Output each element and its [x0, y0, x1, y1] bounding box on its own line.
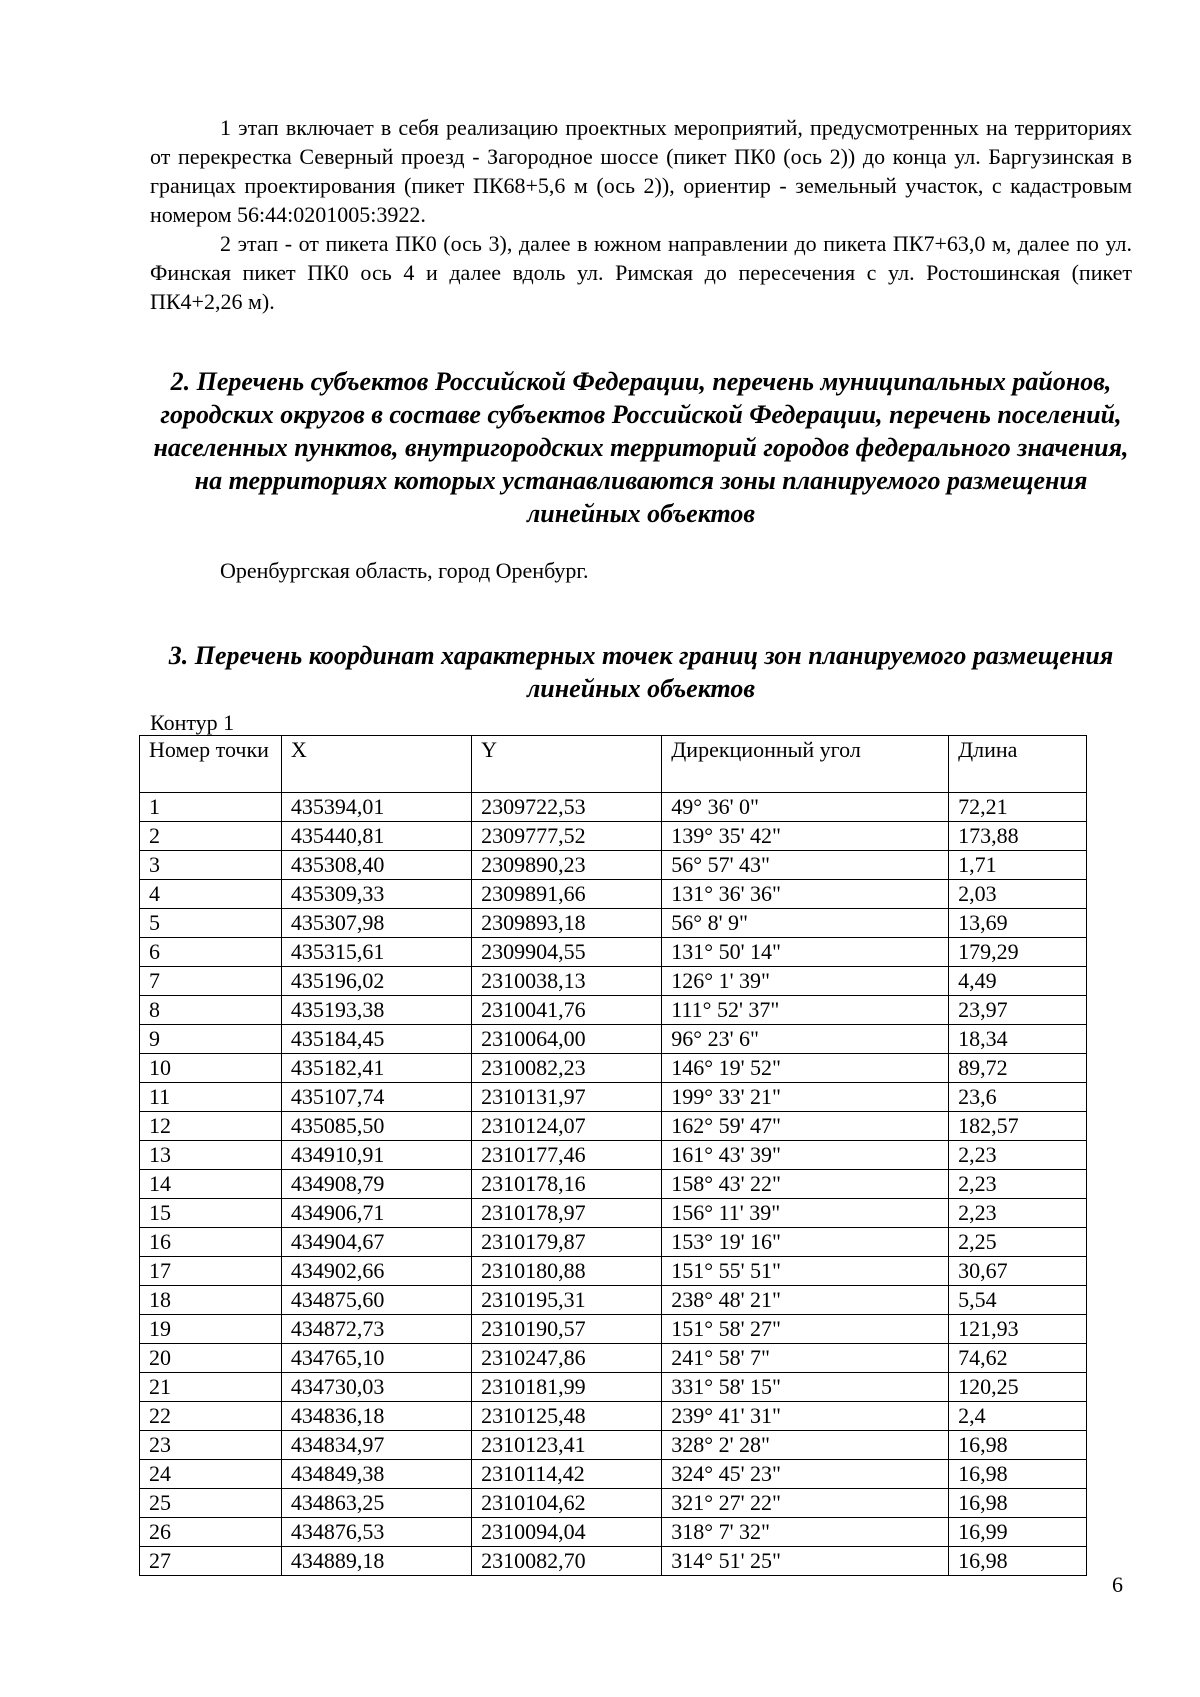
cell-x: 435309,33: [281, 880, 471, 909]
cell-direction-angle: 151° 58' 27": [662, 1315, 949, 1344]
cell-x: 434863,25: [281, 1489, 471, 1518]
cell-point-number: 7: [140, 967, 282, 996]
cell-x: 435394,01: [281, 793, 471, 822]
cell-direction-angle: 158° 43' 22": [662, 1170, 949, 1199]
cell-point-number: 16: [140, 1228, 282, 1257]
cell-length: 23,6: [949, 1083, 1087, 1112]
cell-length: 182,57: [949, 1112, 1087, 1141]
table-header-row: [140, 736, 1087, 793]
cell-direction-angle: 139° 35' 42": [662, 822, 949, 851]
cell-point-number: 1: [140, 793, 282, 822]
table-row: [140, 1083, 1087, 1112]
cell-length: 18,34: [949, 1025, 1087, 1054]
cell-y: 2310082,23: [472, 1054, 662, 1083]
cell-direction-angle: 146° 19' 52": [662, 1054, 949, 1083]
table-row: [140, 1489, 1087, 1518]
cell-x: 435182,41: [281, 1054, 471, 1083]
cell-point-number: 6: [140, 938, 282, 967]
cell-x: 434910,91: [281, 1141, 471, 1170]
cell-x: 434889,18: [281, 1547, 471, 1576]
cell-x: 434872,73: [281, 1315, 471, 1344]
cell-x: 435085,50: [281, 1112, 471, 1141]
cell-length: 30,67: [949, 1257, 1087, 1286]
table-row: [140, 1402, 1087, 1431]
cell-y: 2310190,57: [472, 1315, 662, 1344]
cell-y: 2310064,00: [472, 1025, 662, 1054]
cell-length: 16,98: [949, 1431, 1087, 1460]
table-row: [140, 1460, 1087, 1489]
table-row: [140, 851, 1087, 880]
cell-y: 2310177,46: [472, 1141, 662, 1170]
cell-point-number: 3: [140, 851, 282, 880]
cell-length: 89,72: [949, 1054, 1087, 1083]
cell-x: 434765,10: [281, 1344, 471, 1373]
cell-x: 434876,53: [281, 1518, 471, 1547]
cell-direction-angle: 161° 43' 39": [662, 1141, 949, 1170]
cell-y: 2310082,70: [472, 1547, 662, 1576]
cell-length: 16,99: [949, 1518, 1087, 1547]
cell-point-number: 9: [140, 1025, 282, 1054]
cell-direction-angle: 238° 48' 21": [662, 1286, 949, 1315]
cell-y: 2310114,42: [472, 1460, 662, 1489]
table-row: [140, 996, 1087, 1025]
cell-x: 435315,61: [281, 938, 471, 967]
table-row: [140, 822, 1087, 851]
cell-point-number: 8: [140, 996, 282, 1025]
header-length: Длина: [949, 736, 1087, 793]
cell-direction-angle: 321° 27' 22": [662, 1489, 949, 1518]
header-point-number: Номер точки: [140, 736, 282, 793]
cell-direction-angle: 131° 36' 36": [662, 880, 949, 909]
paragraph-stage-1: 1 этап включает в себя реализацию проектных мероприятий, предусмотренных на территориях от перекрестка Северный проезд - Загородное шоссе (пикет ПК0 (ось 2)) до конца ул. Баргузинская в границах проектирования (пикет ПК68+5,6 м (ось 2)), ориентир - земельный участок, с кадастровым номером 56:44:0201005:3922.: [150, 115, 1132, 227]
table-row: [140, 1518, 1087, 1547]
cell-direction-angle: 131° 50' 14": [662, 938, 949, 967]
contour-label: Контур 1: [150, 710, 235, 735]
cell-y: 2310181,99: [472, 1373, 662, 1402]
cell-x: 434834,97: [281, 1431, 471, 1460]
cell-point-number: 24: [140, 1460, 282, 1489]
table-row: [140, 1286, 1087, 1315]
table-row: [140, 1315, 1087, 1344]
table-row: [140, 909, 1087, 938]
table-row: [140, 1547, 1087, 1576]
cell-direction-angle: 318° 7' 32": [662, 1518, 949, 1547]
table-row: [140, 1431, 1087, 1460]
cell-direction-angle: 111° 52' 37": [662, 996, 949, 1025]
cell-y: 2309891,66: [472, 880, 662, 909]
cell-y: 2310125,48: [472, 1402, 662, 1431]
cell-y: 2309777,52: [472, 822, 662, 851]
cell-point-number: 15: [140, 1199, 282, 1228]
table-row: [140, 1344, 1087, 1373]
cell-point-number: 22: [140, 1402, 282, 1431]
cell-y: 2309722,53: [472, 793, 662, 822]
table-row: [140, 1141, 1087, 1170]
cell-direction-angle: 153° 19' 16": [662, 1228, 949, 1257]
cell-y: 2310195,31: [472, 1286, 662, 1315]
cell-point-number: 12: [140, 1112, 282, 1141]
table-row: [140, 880, 1087, 909]
cell-length: 173,88: [949, 822, 1087, 851]
cell-y: 2310247,86: [472, 1344, 662, 1373]
cell-x: 434908,79: [281, 1170, 471, 1199]
cell-length: 72,21: [949, 793, 1087, 822]
cell-point-number: 17: [140, 1257, 282, 1286]
cell-length: 16,98: [949, 1489, 1087, 1518]
cell-point-number: 20: [140, 1344, 282, 1373]
table-row: [140, 1228, 1087, 1257]
cell-point-number: 2: [140, 822, 282, 851]
table-row: [140, 967, 1087, 996]
table-row: [140, 1112, 1087, 1141]
cell-direction-angle: 49° 36' 0": [662, 793, 949, 822]
cell-x: 435440,81: [281, 822, 471, 851]
cell-length: 2,23: [949, 1170, 1087, 1199]
cell-y: 2310178,97: [472, 1199, 662, 1228]
document-page: [150, 113, 1132, 1576]
cell-point-number: 11: [140, 1083, 282, 1112]
cell-length: 23,97: [949, 996, 1087, 1025]
cell-point-number: 26: [140, 1518, 282, 1547]
cell-length: 16,98: [949, 1547, 1087, 1576]
cell-direction-angle: 96° 23' 6": [662, 1025, 949, 1054]
cell-y: 2310123,41: [472, 1431, 662, 1460]
cell-length: 2,23: [949, 1141, 1087, 1170]
table-row: [140, 1373, 1087, 1402]
cell-x: 434849,38: [281, 1460, 471, 1489]
section-2-title: 2. Перечень субъектов Российской Федерации, перечень муниципальных районов, городских округов в составе субъектов Российской Федерации, перечень поселений, населенных пунктов, внутригородских территорий городов федерального значения, на территориях которых устанавливаются зоны планируемого размещения линейных объектов: [153, 367, 1129, 528]
cell-direction-angle: 314° 51' 25": [662, 1547, 949, 1576]
cell-direction-angle: 241° 58' 7": [662, 1344, 949, 1373]
coordinates-table: [139, 735, 1087, 1576]
table-row: [140, 1025, 1087, 1054]
cell-y: 2310094,04: [472, 1518, 662, 1547]
cell-length: 2,23: [949, 1199, 1087, 1228]
cell-point-number: 5: [140, 909, 282, 938]
cell-point-number: 25: [140, 1489, 282, 1518]
cell-direction-angle: 151° 55' 51": [662, 1257, 949, 1286]
cell-direction-angle: 239° 41' 31": [662, 1402, 949, 1431]
header-y: Y: [472, 736, 662, 793]
cell-x: 434902,66: [281, 1257, 471, 1286]
cell-x: 434836,18: [281, 1402, 471, 1431]
cell-x: 435196,02: [281, 967, 471, 996]
header-x: X: [281, 736, 471, 793]
cell-point-number: 4: [140, 880, 282, 909]
cell-y: 2309893,18: [472, 909, 662, 938]
cell-y: 2310038,13: [472, 967, 662, 996]
table-row: [140, 1199, 1087, 1228]
paragraph-stage-2: 2 этап - от пикета ПК0 (ось 3), далее в южном направлении до пикета ПК7+63,0 м, далее по ул. Финская пикет ПК0 ось 4 и далее вдоль ул. Римская до пересечения с ул. Ростошинская (пикет ПК4+2,26 м).: [150, 231, 1132, 314]
cell-x: 435193,38: [281, 996, 471, 1025]
cell-direction-angle: 162° 59' 47": [662, 1112, 949, 1141]
cell-y: 2310180,88: [472, 1257, 662, 1286]
cell-y: 2310104,62: [472, 1489, 662, 1518]
cell-x: 435308,40: [281, 851, 471, 880]
cell-direction-angle: 324° 45' 23": [662, 1460, 949, 1489]
cell-direction-angle: 328° 2' 28": [662, 1431, 949, 1460]
cell-direction-angle: 56° 8' 9": [662, 909, 949, 938]
cell-x: 435107,74: [281, 1083, 471, 1112]
cell-length: 120,25: [949, 1373, 1087, 1402]
cell-point-number: 23: [140, 1431, 282, 1460]
cell-length: 179,29: [949, 938, 1087, 967]
cell-point-number: 13: [140, 1141, 282, 1170]
cell-length: 4,49: [949, 967, 1087, 996]
cell-point-number: 14: [140, 1170, 282, 1199]
cell-direction-angle: 126° 1' 39": [662, 967, 949, 996]
cell-y: 2310179,87: [472, 1228, 662, 1257]
cell-x: 434904,67: [281, 1228, 471, 1257]
location-text: Оренбургская область, город Оренбург.: [220, 558, 589, 583]
table-row: [140, 793, 1087, 822]
section-3-title: 3. Перечень координат характерных точек границ зон планируемого размещения линейных объектов: [168, 641, 1114, 703]
header-direction-angle: Дирекционный угол: [662, 736, 949, 793]
table-row: [140, 1170, 1087, 1199]
cell-y: 2309904,55: [472, 938, 662, 967]
cell-point-number: 21: [140, 1373, 282, 1402]
cell-length: 5,54: [949, 1286, 1087, 1315]
cell-direction-angle: 199° 33' 21": [662, 1083, 949, 1112]
cell-y: 2310131,97: [472, 1083, 662, 1112]
cell-direction-angle: 156° 11' 39": [662, 1199, 949, 1228]
cell-direction-angle: 56° 57' 43": [662, 851, 949, 880]
cell-point-number: 18: [140, 1286, 282, 1315]
table-row: [140, 1257, 1087, 1286]
cell-length: 16,98: [949, 1460, 1087, 1489]
cell-length: 2,25: [949, 1228, 1087, 1257]
cell-x: 435184,45: [281, 1025, 471, 1054]
cell-y: 2310178,16: [472, 1170, 662, 1199]
cell-y: 2310124,07: [472, 1112, 662, 1141]
cell-direction-angle: 331° 58' 15": [662, 1373, 949, 1402]
table-row: [140, 938, 1087, 967]
cell-length: 2,4: [949, 1402, 1087, 1431]
cell-length: 1,71: [949, 851, 1087, 880]
table-body: [140, 793, 1087, 1576]
cell-point-number: 19: [140, 1315, 282, 1344]
cell-point-number: 27: [140, 1547, 282, 1576]
cell-length: 2,03: [949, 880, 1087, 909]
cell-length: 121,93: [949, 1315, 1087, 1344]
cell-y: 2309890,23: [472, 851, 662, 880]
cell-x: 434906,71: [281, 1199, 471, 1228]
page-number: 6: [1112, 1572, 1123, 1597]
table-row: [140, 1054, 1087, 1083]
cell-x: 434730,03: [281, 1373, 471, 1402]
cell-y: 2310041,76: [472, 996, 662, 1025]
cell-length: 74,62: [949, 1344, 1087, 1373]
cell-point-number: 10: [140, 1054, 282, 1083]
cell-x: 435307,98: [281, 909, 471, 938]
cell-length: 13,69: [949, 909, 1087, 938]
cell-x: 434875,60: [281, 1286, 471, 1315]
